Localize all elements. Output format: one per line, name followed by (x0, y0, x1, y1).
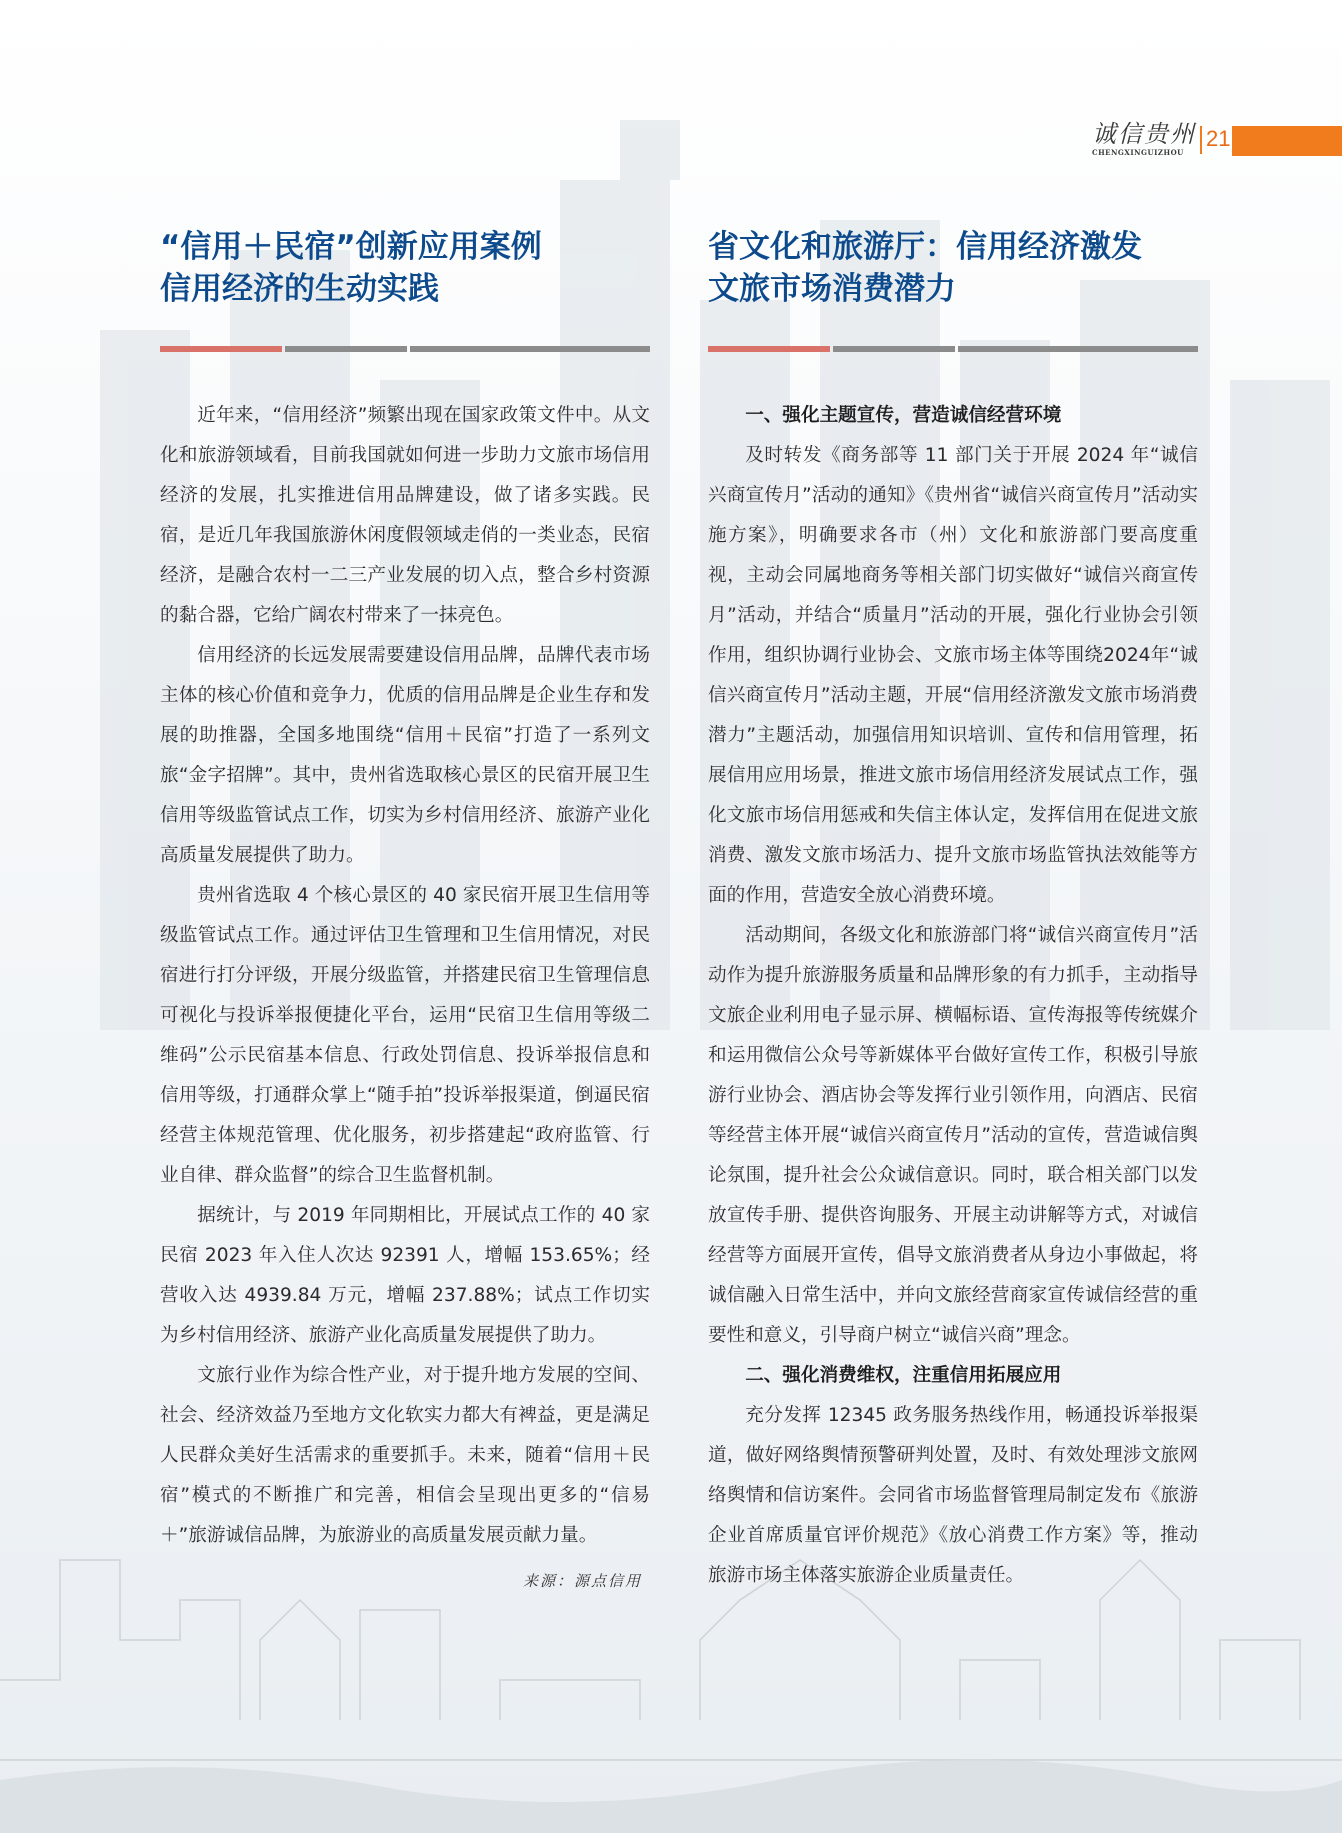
paragraph: 文旅行业作为综合性产业，对于提升地方发展的空间、社会、经济效益乃至地方文化软实力都大有裨益，更是满足人民群众美好生活需求的重要抓手。未来，随着“信用＋民宿”模式的不断推广和完善，相信会呈现出更多的“信易＋”旅游诚信品牌，为旅游业的高质量发展贡献力量。 (160, 1365, 650, 1546)
left-title-line2: 信用经济的生动实践 (160, 271, 439, 307)
section-heading: 一、强化主题宣传，营造诚信经营环境 (745, 405, 1062, 426)
logo-text: 诚信贵州 (1092, 120, 1196, 148)
paragraph: 及时转发《商务部等 11 部门关于开展 2024 年“诚信兴商宣传月”活动的通知》《贵州省“诚信兴商宣传月”活动实施方案》，明确要求各市（州）文化和旅游部门要高度重视，主动会同属地商务等相关部门切实做好“诚信兴商宣传月”活动，并结合“质量月”活动的开展，强化行业协会引领作用，组织协调行业协会、文旅市场主体等围绕2024年“诚信兴商宣传月”活动主题，开展“信用经济激发文旅市场消费潜力”主题活动，加强信用知识培训、宣传和信用管理，拓展信用应用场景，推进文旅市场信用经济发展试点工作，强化文旅市场信用惩戒和失信主体认定，发挥信用在促进文旅消费、激发文旅市场活力、提升文旅市场监管执法效能等方面的作用，营造安全放心消费环境。 (708, 445, 1198, 906)
left-title-rule (160, 346, 650, 352)
paragraph: 据统计，与 2019 年同期相比，开展试点工作的 40 家民宿 2023 年入住人次达 92391 人，增幅 153.65%；经营收入达 4939.84 万元，增幅 237.88%；试点工作切实为乡村信用经济、旅游产业化高质量发展提供了助力。 (160, 1205, 650, 1346)
paragraph: 活动期间，各级文化和旅游部门将“诚信兴商宣传月”活动作为提升旅游服务质量和品牌形象的有力抓手，主动指导文旅企业利用电子显示屏、横幅标语、宣传海报等传统媒介和运用微信公众号等新媒体平台做好宣传工作，积极引导旅游行业协会、酒店协会等发挥行业引领作用，向酒店、民宿等经营主体开展“诚信兴商宣传月”活动的宣传，营造诚信舆论氛围，提升社会公众诚信意识。同时，联合相关部门以发放宣传手册、提供咨询服务、开展主动讲解等方式，对诚信经营等方面展开宣传，倡导文旅消费者从身边小事做起，将诚信融入日常生活中，并向文旅经营商家宣传诚信经营的重要性和意义，引导商户树立“诚信兴商”理念。 (708, 925, 1198, 1346)
paragraph: 贵州省选取 4 个核心景区的 40 家民宿开展卫生信用等级监管试点工作。通过评估卫生管理和卫生信用情况，对民宿进行打分评级，开展分级监管，并搭建民宿卫生管理信息可视化与投诉举报便捷化平台，运用“民宿卫生信用等级二维码”公示民宿基本信息、行政处罚信息、投诉举报信息和信用等级，打通群众掌上“随手拍”投诉举报渠道，倒逼民宿经营主体规范管理、优化服务，初步搭建起“政府监管、行业自律、群众监督”的综合卫生监督机制。 (160, 885, 650, 1186)
left-article-title (160, 226, 650, 310)
right-article (708, 226, 1198, 1596)
right-article-body (708, 396, 1198, 1596)
section-heading: 二、强化消费维权，注重信用拓展应用 (745, 1365, 1062, 1386)
page-number: 21 (1206, 126, 1231, 151)
magazine-logo (1092, 122, 1204, 158)
article-source: 来源：源点信用 (522, 1572, 642, 1590)
header-divider (1200, 126, 1202, 154)
logo-latin: CHENGXINGUIZHOU (1092, 148, 1184, 157)
right-title-line1: 省文化和旅游厅：信用经济激发 (708, 229, 1142, 265)
left-article (160, 226, 650, 1591)
paragraph: 信用经济的长远发展需要建设信用品牌，品牌代表市场主体的核心价值和竞争力，优质的信用品牌是企业生存和发展的助推器，全国多地围绕“信用＋民宿”打造了一系列文旅“金字招牌”。其中，贵州省选取核心景区的民宿开展卫生信用等级监管试点工作，切实为乡村信用经济、旅游产业化高质量发展提供了助力。 (160, 645, 650, 866)
paragraph: 近年来，“信用经济”频繁出现在国家政策文件中。从文化和旅游领域看，目前我国就如何进一步助力文旅市场信用经济的发展，扎实推进信用品牌建设，做了诸多实践。民宿，是近几年我国旅游休闲度假领域走俏的一类业态，民宿经济，是融合农村一二三产业发展的切入点，整合乡村资源的黏合器，它给广阔农村带来了一抹亮色。 (160, 405, 650, 626)
paragraph: 充分发挥 12345 政务服务热线作用，畅通投诉举报渠道，做好网络舆情预警研判处置，及时、有效处理涉文旅网络舆情和信访案件。会同省市场监督管理局制定发布《旅游企业首席质量官评价规范》《放心消费工作方案》等，推动旅游市场主体落实旅游企业质量责任。 (708, 1405, 1198, 1586)
right-title-line2: 文旅市场消费潜力 (708, 271, 956, 307)
right-article-title (708, 226, 1198, 310)
header-accent-bar (1232, 126, 1342, 156)
left-article-body (160, 396, 650, 1556)
left-title-line1: “信用＋民宿”创新应用案例 (160, 229, 542, 265)
right-title-rule (708, 346, 1198, 352)
